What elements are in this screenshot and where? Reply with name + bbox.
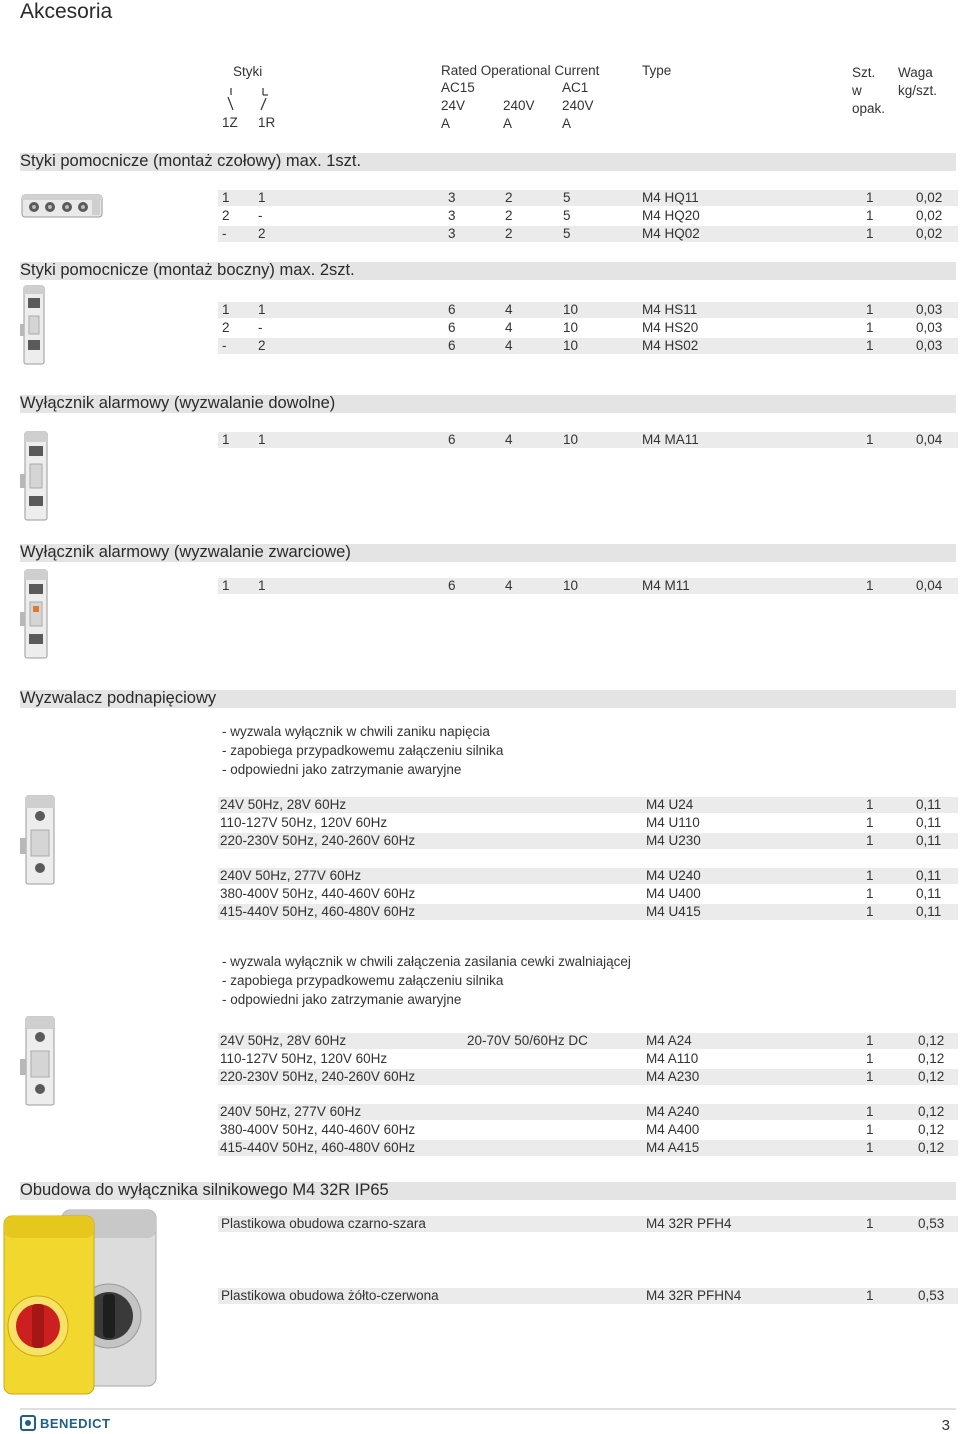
undervoltage-description [222,722,503,779]
undervoltage-release-image [18,794,60,888]
table-row [218,904,958,920]
cell-z: 1 [222,578,230,593]
cell-qty: 1 [866,1140,874,1155]
cell-qty: 1 [866,1288,874,1303]
cell-name: Plastikowa obudowa czarno-szara [221,1216,426,1231]
header-ac1: AC1 [562,80,589,95]
table-row [218,578,958,594]
table-row [218,1069,958,1085]
header-type: Type [642,63,672,78]
cell-ac1: 10 [563,432,579,447]
section-title-alarm-short: Wyłącznik alarmowy (wyzwalanie zwarciowe) [20,543,351,561]
cell-type: M4 A415 [646,1140,700,1155]
header-current-title: Rated Operational Current [441,63,600,78]
table-row [218,190,958,206]
header-unit-a: A [562,116,572,131]
header-szt: opak. [852,101,886,116]
header-styki: Styki [233,64,263,79]
cell-z: 2 [222,320,230,335]
page-title: Akcesoria [20,0,113,23]
table-row [218,868,958,884]
cell-z: 1 [222,190,230,205]
cell-voltage: 240V 50Hz, 277V 60Hz [220,1104,362,1119]
alarm-switch-image [18,430,54,524]
cell-weight: 0,12 [918,1051,945,1066]
cell-r: - [258,208,263,223]
cell-qty: 1 [866,868,874,883]
cell-z: - [222,226,227,241]
brand-name: BENEDICT [40,1415,111,1431]
cell-qty: 1 [866,886,874,901]
cell-weight: 0,12 [918,1122,945,1137]
cell-z: 2 [222,208,230,223]
contact-symbols-icon [224,86,284,114]
cell-r: 1 [258,190,266,205]
table-row [218,320,958,336]
cell-qty: 1 [866,797,874,812]
section-title-alarm-any: Wyłącznik alarmowy (wyzwalanie dowolne) [20,394,336,412]
front-contact-block-image [20,193,105,221]
cell-voltage: 24V 50Hz, 28V 60Hz [220,1033,347,1048]
shunt-description [222,952,631,1009]
cell-ac15: 6 [448,320,456,335]
cell-name: Plastikowa obudowa żółto-czerwona [221,1288,439,1303]
section-title-side-contacts: Styki pomocnicze (montaż boczny) max. 2szt. [20,261,355,279]
cell-ac1: 10 [563,338,579,353]
cell-type: M4 A24 [646,1033,692,1048]
cell-type: M4 U400 [646,886,701,901]
cell-type: M4 U110 [646,815,700,830]
cell-voltage: 415-440V 50Hz, 460-480V 60Hz [220,904,416,919]
side-contact-block-image [18,284,50,368]
section-title-undervoltage: Wyzwalacz podnapięciowy [20,689,217,707]
footer-divider [20,1408,956,1410]
cell-type: M4 HQ11 [642,190,699,205]
cell-ac1: 5 [563,226,571,241]
table-row [218,226,958,242]
shunt-release-image [18,1015,60,1109]
cell-type: M4 A400 [646,1122,700,1137]
description-line: - odpowiedni jako zatrzymanie awaryjne [222,762,462,777]
table-row [218,1216,958,1232]
cell-weight: 0,02 [916,208,943,223]
cell-type: M4 32R PFHN4 [646,1288,742,1303]
cell-dc: 20-70V 50/60Hz DC [467,1033,588,1048]
cell-ac240: 2 [505,226,513,241]
cell-weight: 0,11 [916,815,942,830]
table-row [218,1033,958,1049]
cell-ac1: 5 [563,208,571,223]
cell-ac1: 10 [563,302,579,317]
table-row [218,1122,958,1138]
cell-voltage: 24V 50Hz, 28V 60Hz [220,797,347,812]
cell-weight: 0,53 [918,1288,945,1303]
header-1z: 1Z [222,115,238,130]
header-waga: Waga [898,65,933,80]
cell-weight: 0,12 [918,1140,945,1155]
page-number: 3 [941,1417,950,1434]
header-24v: 24V [441,98,466,113]
cell-type: M4 MA11 [642,432,699,447]
cell-voltage: 380-400V 50Hz, 440-460V 60Hz [220,886,416,901]
cell-ac15: 3 [448,190,456,205]
cell-weight: 0,11 [916,797,942,812]
cell-ac1: 10 [563,320,579,335]
cell-ac15: 6 [448,432,456,447]
cell-r: 2 [258,226,266,241]
section-title-front-contacts: Styki pomocnicze (montaż czołowy) max. 1szt. [20,152,362,170]
header-szt: w [852,83,862,98]
table-row [218,886,958,902]
cell-qty: 1 [866,1216,874,1231]
cell-weight: 0,12 [918,1033,945,1048]
table-row [218,797,958,813]
cell-voltage: 240V 50Hz, 277V 60Hz [220,868,362,883]
cell-type: M4 HS02 [642,338,699,353]
table-row [218,1288,958,1304]
cell-type: M4 A110 [646,1051,699,1066]
cell-type: M4 HS20 [642,320,699,335]
cell-type: M4 HS11 [642,302,698,317]
cell-qty: 1 [866,1104,874,1119]
cell-type: M4 HQ02 [642,226,700,241]
header-unit-a: A [503,116,513,131]
cell-r: 1 [258,302,266,317]
cell-ac240: 4 [505,338,513,353]
cell-qty: 1 [866,208,874,223]
cell-weight: 0,03 [916,302,943,317]
cell-r: 2 [258,338,266,353]
header-1r: 1R [258,115,276,130]
cell-type: M4 HQ20 [642,208,700,223]
header-unit-a: A [441,116,451,131]
cell-ac240: 4 [505,302,513,317]
cell-ac15: 6 [448,578,456,593]
table-row [218,1140,958,1156]
cell-qty: 1 [866,815,874,830]
description-line: - zapobiega przypadkowemu załączeniu silnika [222,743,504,758]
cell-weight: 0,02 [916,190,943,205]
cell-type: M4 M11 [642,578,690,593]
cell-qty: 1 [866,578,874,593]
cell-type: M4 A230 [646,1069,700,1084]
cell-z: 1 [222,302,230,317]
enclosure-image [2,1204,158,1404]
description-line: - zapobiega przypadkowemu załączeniu silnika [222,973,504,988]
cell-ac240: 4 [505,578,513,593]
brand-logo [20,1413,110,1433]
cell-weight: 0,02 [916,226,943,241]
table-row [218,1104,958,1120]
cell-ac240: 2 [505,208,513,223]
header-240v-ac1: 240V [562,98,594,113]
cell-weight: 0,12 [918,1069,945,1084]
table-row [218,338,958,354]
cell-weight: 0,11 [916,886,942,901]
cell-type: M4 A240 [646,1104,700,1119]
cell-weight: 0,12 [918,1104,945,1119]
description-line: - odpowiedni jako zatrzymanie awaryjne [222,992,462,1007]
cell-qty: 1 [866,1033,874,1048]
cell-type: M4 U415 [646,904,701,919]
header-240v-ac15: 240V [503,98,535,113]
description-line: - wyzwala wyłącznik w chwili załączenia zasilania cewki zwalniającej [222,954,631,969]
cell-r: 1 [258,578,266,593]
table-row [218,432,958,448]
alarm-switch-short-image [18,568,54,662]
cell-qty: 1 [866,1122,874,1137]
cell-ac240: 4 [505,432,513,447]
cell-voltage: 220-230V 50Hz, 240-260V 60Hz [220,1069,416,1084]
cell-type: M4 U230 [646,833,701,848]
cell-r: 1 [258,432,266,447]
cell-qty: 1 [866,302,874,317]
header-waga: kg/szt. [898,83,938,98]
description-line: - wyzwala wyłącznik w chwili zaniku napięcia [222,724,490,739]
brand-logo-icon [20,1415,36,1431]
cell-r: - [258,320,263,335]
section-title-enclosure: Obudowa do wyłącznika silnikowego M4 32R IP65 [20,1181,389,1199]
table-row [218,815,958,831]
cell-qty: 1 [866,338,874,353]
cell-qty: 1 [866,904,874,919]
cell-voltage: 220-230V 50Hz, 240-260V 60Hz [220,833,416,848]
cell-qty: 1 [866,432,874,447]
cell-ac15: 6 [448,302,456,317]
cell-type: M4 32R PFH4 [646,1216,732,1231]
cell-voltage: 110-127V 50Hz, 120V 60Hz [220,815,388,830]
cell-z: 1 [222,432,230,447]
cell-weight: 0,11 [916,904,942,919]
cell-weight: 0,11 [916,833,942,848]
cell-weight: 0,03 [916,320,943,335]
cell-ac240: 2 [505,190,513,205]
cell-qty: 1 [866,226,874,241]
cell-weight: 0,53 [918,1216,945,1231]
header-ac15: AC15 [441,80,475,95]
cell-ac1: 10 [563,578,579,593]
cell-voltage: 110-127V 50Hz, 120V 60Hz [220,1051,388,1066]
cell-ac15: 3 [448,226,456,241]
header-szt: Szt. [852,65,876,80]
cell-weight: 0,03 [916,338,943,353]
cell-type: M4 U24 [646,797,694,812]
cell-qty: 1 [866,1069,874,1084]
table-row [218,302,958,318]
cell-type: M4 U240 [646,868,701,883]
cell-ac240: 4 [505,320,513,335]
cell-ac15: 6 [448,338,456,353]
cell-qty: 1 [866,190,874,205]
cell-qty: 1 [866,1051,874,1066]
cell-voltage: 380-400V 50Hz, 440-460V 60Hz [220,1122,416,1137]
table-row [218,208,958,224]
cell-z: - [222,338,227,353]
cell-qty: 1 [866,320,874,335]
cell-ac15: 3 [448,208,456,223]
cell-voltage: 415-440V 50Hz, 460-480V 60Hz [220,1140,416,1155]
table-row [218,833,958,849]
cell-weight: 0,04 [916,432,943,447]
cell-qty: 1 [866,833,874,848]
cell-weight: 0,04 [916,578,943,593]
cell-ac1: 5 [563,190,571,205]
table-row [218,1051,958,1067]
cell-weight: 0,11 [916,868,942,883]
